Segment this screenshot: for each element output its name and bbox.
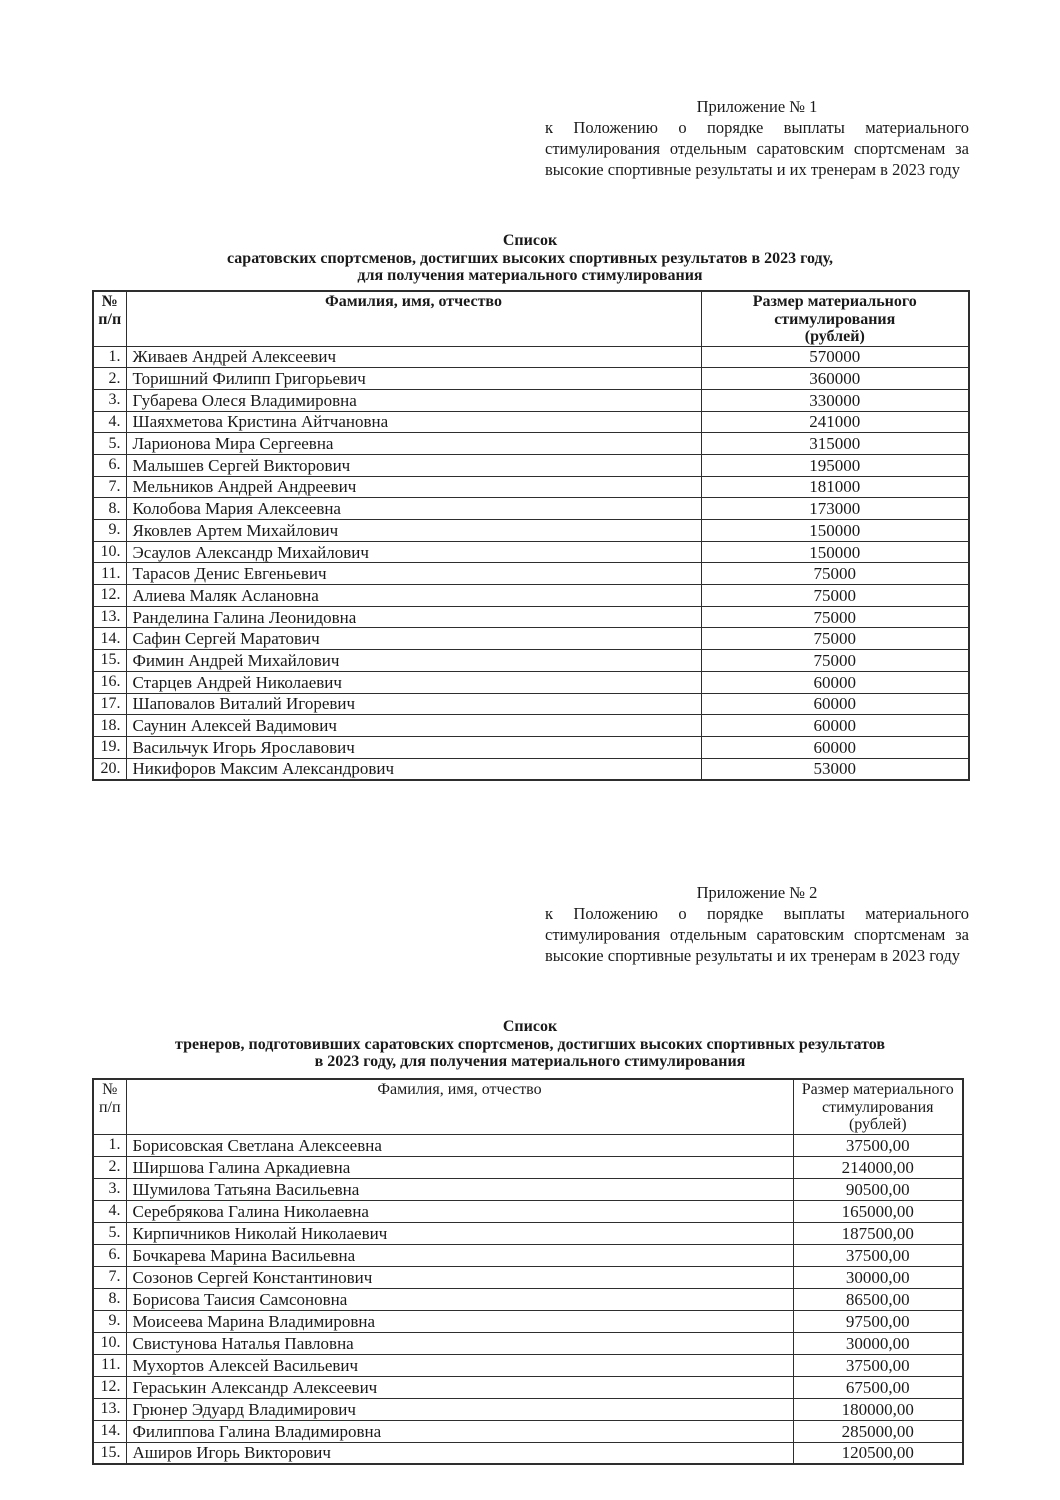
fio-cell: Эсаулов Александр Михайлович: [126, 541, 701, 563]
table-row: [93, 585, 969, 607]
fio-cell: Ранделина Галина Леонидовна: [126, 606, 701, 628]
table-row: [93, 1376, 963, 1398]
fio-cell: Саунин Алексей Вадимович: [126, 715, 701, 737]
table-row: [93, 1200, 963, 1222]
fio-cell: Ширшова Галина Аркадиевна: [126, 1156, 793, 1178]
amount-cell: 30000,00: [793, 1332, 963, 1354]
amount-cell: 120500,00: [793, 1442, 963, 1464]
table-row: [93, 758, 969, 780]
table-row: [93, 628, 969, 650]
amount-cell: 570000: [701, 346, 969, 368]
table-row: [93, 1354, 963, 1376]
fio-cell: Фимин Андрей Михайлович: [126, 650, 701, 672]
amount-cell: 67500,00: [793, 1376, 963, 1398]
fio-cell: Свистунова Наталья Павловна: [126, 1332, 793, 1354]
fio-cell: Старцев Андрей Николаевич: [126, 671, 701, 693]
header-fio: Фамилия, имя, отчество: [126, 291, 701, 346]
amount-cell: 181000: [701, 476, 969, 498]
amount-cell: 330000: [701, 389, 969, 411]
appendix-1-label: Приложение № 1: [696, 97, 818, 116]
table-row: [93, 606, 969, 628]
row-number-cell: 2.: [93, 1156, 126, 1178]
row-number-cell: 14.: [93, 1420, 126, 1442]
table-row: [93, 671, 969, 693]
fio-cell: Филиппова Галина Владимировна: [126, 1420, 793, 1442]
fio-cell: Шумилова Татьяна Васильевна: [126, 1178, 793, 1200]
athletes-list-title-line2: саратовских спортсменов, достигших высоких спортивных результатов в 2023 году,: [227, 249, 833, 267]
row-number-cell: 14.: [93, 628, 126, 650]
fio-cell: Серебрякова Галина Николаевна: [126, 1200, 793, 1222]
header-fio: Фамилия, имя, отчество: [126, 1079, 793, 1134]
fio-cell: Кирпичников Николай Николаевич: [126, 1222, 793, 1244]
fio-cell: Васильчук Игорь Ярославович: [126, 736, 701, 758]
row-number-cell: 20.: [93, 758, 126, 780]
fio-cell: Малышев Сергей Викторович: [126, 454, 701, 476]
amount-cell: 37500,00: [793, 1354, 963, 1376]
amount-cell: 315000: [701, 433, 969, 455]
fio-cell: Борисовская Светлана Алексеевна: [126, 1134, 793, 1156]
row-number-cell: 7.: [93, 1266, 126, 1288]
table-row: [93, 1310, 963, 1332]
amount-cell: 60000: [701, 736, 969, 758]
fio-cell: Колобова Мария Алексеевна: [126, 498, 701, 520]
fio-cell: Шаповалов Виталий Игоревич: [126, 693, 701, 715]
row-number-cell: 6.: [93, 454, 126, 476]
coaches-table-header-row: [93, 1079, 963, 1134]
amount-cell: 214000,00: [793, 1156, 963, 1178]
fio-cell: Борисова Таисия Самсоновна: [126, 1288, 793, 1310]
row-number-cell: 7.: [93, 476, 126, 498]
table-row: [93, 541, 969, 563]
row-number-cell: 3.: [93, 389, 126, 411]
table-row: [93, 476, 969, 498]
table-row: [93, 1398, 963, 1420]
amount-cell: 60000: [701, 671, 969, 693]
row-number-cell: 1.: [93, 1134, 126, 1156]
amount-cell: 90500,00: [793, 1178, 963, 1200]
row-number-cell: 15.: [93, 650, 126, 672]
amount-cell: 165000,00: [793, 1200, 963, 1222]
fio-cell: Мухортов Алексей Васильевич: [126, 1354, 793, 1376]
coaches-list-title: [92, 1018, 968, 1071]
table-row: [93, 389, 969, 411]
fio-cell: Тарасов Денис Евгеньевич: [126, 563, 701, 585]
fio-cell: Губарева Олеся Владимировна: [126, 389, 701, 411]
table-row: [93, 1156, 963, 1178]
row-number-cell: 8.: [93, 1288, 126, 1310]
fio-cell: Гераськин Александр Алексеевич: [126, 1376, 793, 1398]
amount-cell: 53000: [701, 758, 969, 780]
table-row: [93, 1420, 963, 1442]
row-number-cell: 5.: [93, 1222, 126, 1244]
amount-cell: 150000: [701, 541, 969, 563]
row-number-cell: 17.: [93, 693, 126, 715]
amount-cell: 75000: [701, 650, 969, 672]
header-num: № п/п: [93, 1079, 126, 1134]
athletes-list-title-line1: Список: [502, 232, 558, 249]
fio-cell: Бочкарева Марина Васильевна: [126, 1244, 793, 1266]
amount-cell: 75000: [701, 606, 969, 628]
row-number-cell: 3.: [93, 1178, 126, 1200]
coaches-list-title-line1: Список: [502, 1018, 558, 1035]
table-row: [93, 411, 969, 433]
fio-cell: Живаев Андрей Алексеевич: [126, 346, 701, 368]
amount-cell: 285000,00: [793, 1420, 963, 1442]
fio-cell: Шаяхметова Кристина Айтчановна: [126, 411, 701, 433]
row-number-cell: 2.: [93, 368, 126, 390]
amount-cell: 37500,00: [793, 1134, 963, 1156]
amount-cell: 75000: [701, 563, 969, 585]
table-row: [93, 433, 969, 455]
row-number-cell: 11.: [93, 1354, 126, 1376]
table-row: [93, 715, 969, 737]
coaches-list-title-line2: тренеров, подготовивших саратовских спортсменов, достигших высоких спортивных результатов: [175, 1035, 885, 1053]
fio-cell: Мельников Андрей Андреевич: [126, 476, 701, 498]
table-row: [93, 1178, 963, 1200]
appendix-2-label: Приложение № 2: [696, 883, 818, 902]
appendix-2-heading: [545, 882, 969, 966]
athletes-list-title: [92, 232, 968, 285]
table-row: [93, 1134, 963, 1156]
coaches-list-title-line3: в 2023 году, для получения материального стимулирования: [314, 1053, 746, 1070]
fio-cell: Яковлев Артем Михайлович: [126, 520, 701, 542]
athletes-table: [92, 290, 970, 781]
row-number-cell: 4.: [93, 1200, 126, 1222]
amount-cell: 60000: [701, 693, 969, 715]
amount-cell: 30000,00: [793, 1266, 963, 1288]
row-number-cell: 15.: [93, 1442, 126, 1464]
amount-cell: 173000: [701, 498, 969, 520]
fio-cell: Сафин Сергей Маратович: [126, 628, 701, 650]
table-row: [93, 1332, 963, 1354]
table-row: [93, 346, 969, 368]
table-row: [93, 1266, 963, 1288]
table-row: [93, 454, 969, 476]
header-amount: Размер материального стимулирования (рублей): [793, 1079, 963, 1134]
fio-cell: Торишний Филипп Григорьевич: [126, 368, 701, 390]
amount-cell: 97500,00: [793, 1310, 963, 1332]
fio-cell: Ларионова Мира Сергеевна: [126, 433, 701, 455]
row-number-cell: 10.: [93, 1332, 126, 1354]
table-row: [93, 1222, 963, 1244]
table-row: [93, 650, 969, 672]
row-number-cell: 16.: [93, 671, 126, 693]
row-number-cell: 13.: [93, 606, 126, 628]
row-number-cell: 8.: [93, 498, 126, 520]
table-row: [93, 520, 969, 542]
header-num: № п/п: [93, 291, 126, 346]
row-number-cell: 9.: [93, 520, 126, 542]
table-row: [93, 563, 969, 585]
amount-cell: 360000: [701, 368, 969, 390]
amount-cell: 241000: [701, 411, 969, 433]
row-number-cell: 9.: [93, 1310, 126, 1332]
fio-cell: Моисеева Марина Владимировна: [126, 1310, 793, 1332]
fio-cell: Алиева Маляк Аслановна: [126, 585, 701, 607]
row-number-cell: 19.: [93, 736, 126, 758]
coaches-table: [92, 1078, 964, 1465]
amount-cell: 75000: [701, 585, 969, 607]
table-row: [93, 498, 969, 520]
amount-cell: 75000: [701, 628, 969, 650]
table-row: [93, 1442, 963, 1464]
fio-cell: Никифоров Максим Александрович: [126, 758, 701, 780]
fio-cell: Аширов Игорь Викторович: [126, 1442, 793, 1464]
amount-cell: 60000: [701, 715, 969, 737]
header-amount: Размер материального стимулирования (рублей): [701, 291, 969, 346]
table-row: [93, 693, 969, 715]
amount-cell: 180000,00: [793, 1398, 963, 1420]
row-number-cell: 18.: [93, 715, 126, 737]
row-number-cell: 1.: [93, 346, 126, 368]
athletes-list-title-line3: для получения материального стимулирования: [357, 267, 703, 284]
athletes-table-header-row: [93, 291, 969, 346]
row-number-cell: 4.: [93, 411, 126, 433]
fio-cell: Грюнер Эдуард Владимирович: [126, 1398, 793, 1420]
row-number-cell: 12.: [93, 1376, 126, 1398]
table-row: [93, 736, 969, 758]
table-row: [93, 368, 969, 390]
appendix-1-heading: [545, 96, 969, 180]
row-number-cell: 11.: [93, 563, 126, 585]
row-number-cell: 12.: [93, 585, 126, 607]
appendix-1-body: к Положению о порядке выплаты материального стимулирования отдельным саратовским спортсменам за высокие спортивные результаты и их тренерам в 2023 году: [545, 118, 969, 179]
amount-cell: 37500,00: [793, 1244, 963, 1266]
amount-cell: 150000: [701, 520, 969, 542]
row-number-cell: 10.: [93, 541, 126, 563]
table-row: [93, 1288, 963, 1310]
amount-cell: 86500,00: [793, 1288, 963, 1310]
row-number-cell: 5.: [93, 433, 126, 455]
amount-cell: 187500,00: [793, 1222, 963, 1244]
row-number-cell: 13.: [93, 1398, 126, 1420]
appendix-2-body: к Положению о порядке выплаты материального стимулирования отдельным саратовским спортсменам за высокие спортивные результаты и их тренерам в 2023 году: [545, 904, 969, 965]
row-number-cell: 6.: [93, 1244, 126, 1266]
fio-cell: Созонов Сергей Константинович: [126, 1266, 793, 1288]
table-row: [93, 1244, 963, 1266]
amount-cell: 195000: [701, 454, 969, 476]
